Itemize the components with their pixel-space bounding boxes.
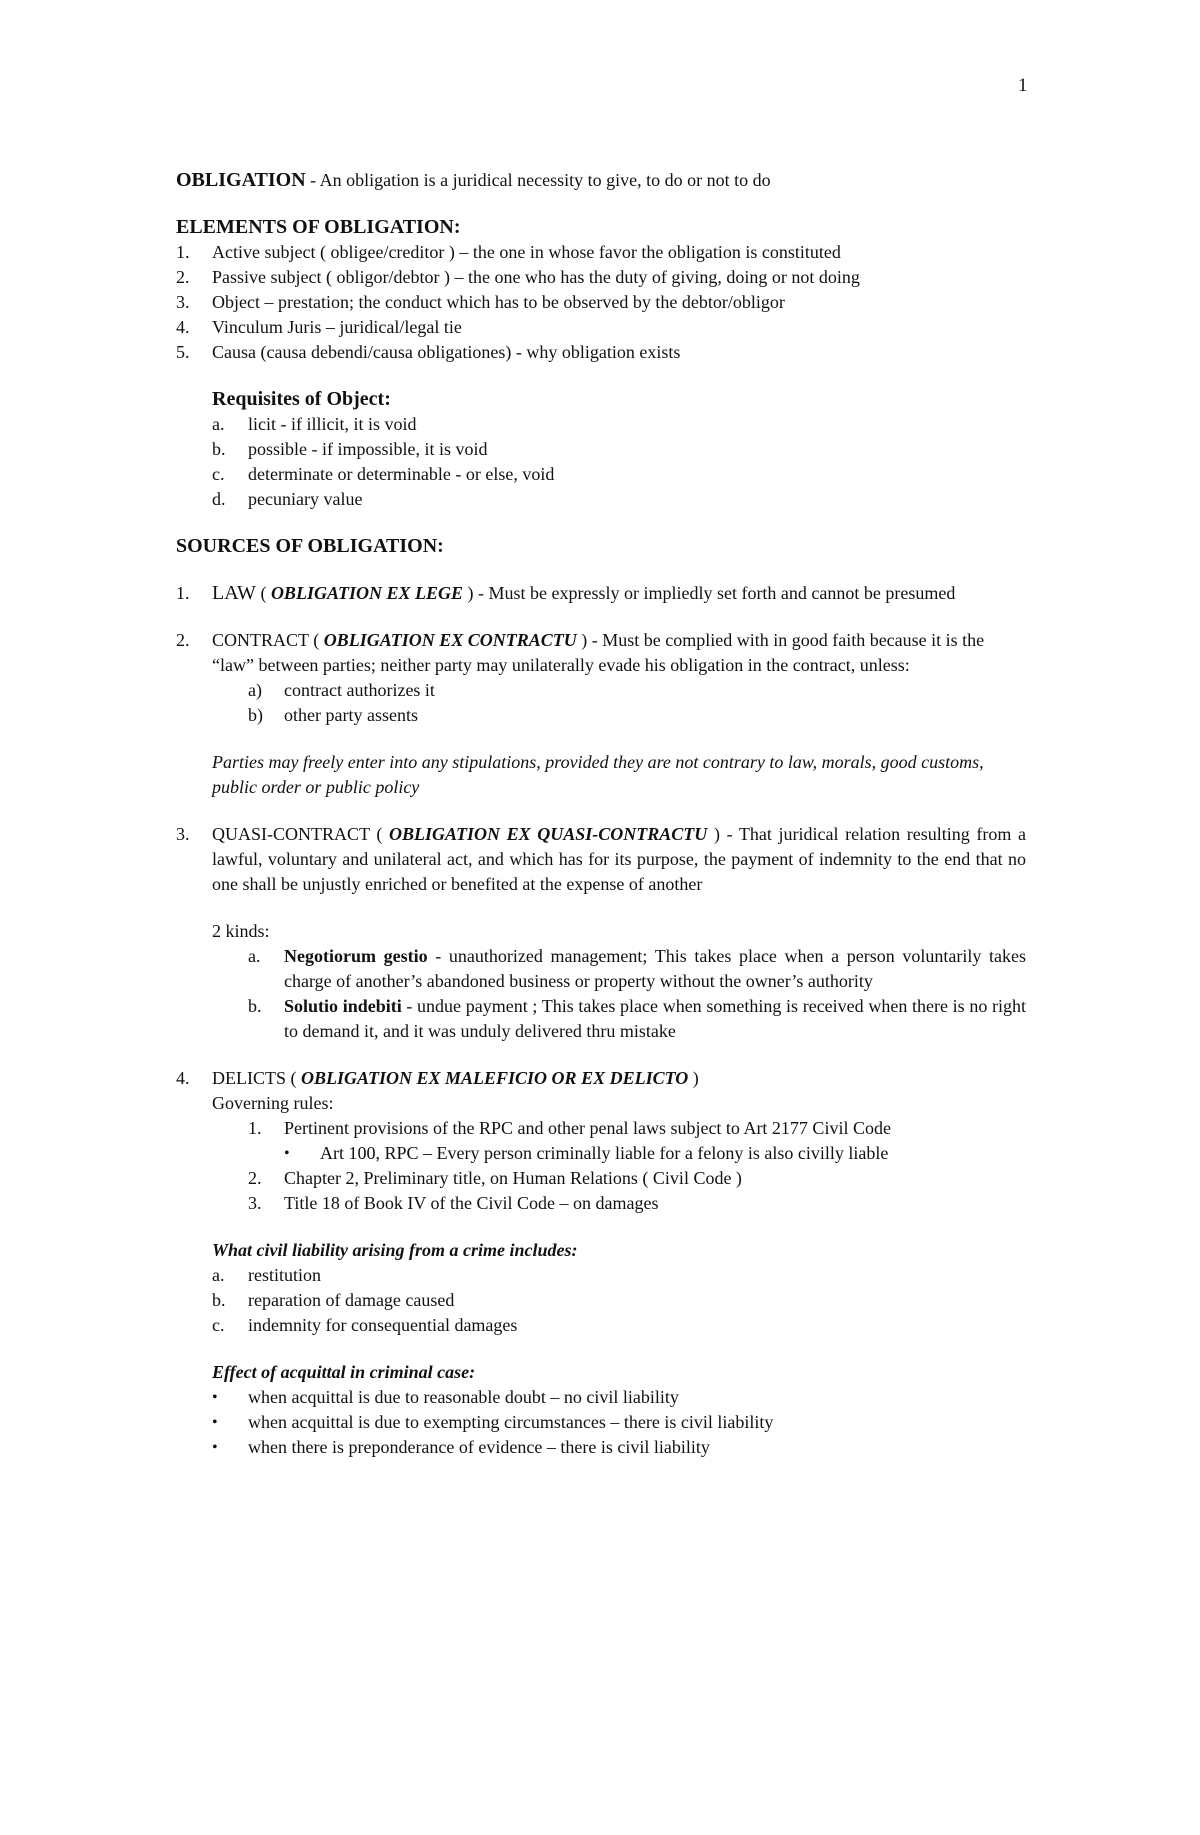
acquittal-heading: Effect of acquittal in criminal case:	[212, 1362, 476, 1382]
list-item: c. determinate or determinable - or else, void	[212, 464, 555, 484]
contract-subitems	[212, 678, 1026, 728]
list-item: b. Solutio indebiti - undue payment ; This takes place when something is received when there is no right to demand it, and it was unduly delivered thru mistake	[248, 996, 1026, 1041]
list-item: b) other party assents	[248, 705, 418, 725]
source-quasi-latin: OBLIGATION EX QUASI-CONTRACTU	[388, 824, 708, 844]
list-item: c. indemnity for consequential damages	[212, 1315, 518, 1335]
source-law-title: LAW	[212, 582, 256, 604]
list-item: d. pecuniary value	[212, 489, 363, 509]
bullet-icon: •	[284, 1145, 290, 1162]
page-number: 1	[1018, 75, 1028, 96]
elements-heading: ELEMENTS OF OBLIGATION:	[176, 216, 461, 238]
source-contract: 2. CONTRACT ( OBLIGATION EX CONTRACTU ) - Must be complied with in good faith because it is the “law” between parties; neither party may unilaterally evade his obligation in the contract, unless:	[176, 630, 985, 675]
governing-rules	[248, 1116, 1026, 1216]
contract-note: Parties may freely enter into any stipulations, provided they are not contrary to law, morals, good customs, public order or public policy	[212, 752, 984, 797]
source-delicts: 4. DELICTS ( OBLIGATION EX MALEFICIO OR EX DELICTO )	[176, 1068, 699, 1088]
governing-label: Governing rules:	[212, 1093, 334, 1113]
quasi-kinds-label: 2 kinds:	[212, 921, 270, 941]
list-item: b. reparation of damage caused	[212, 1290, 455, 1310]
requisites-section	[212, 387, 1026, 512]
obligation-definition	[176, 168, 1026, 193]
document-body	[176, 168, 1026, 1460]
kind-term: Solutio indebiti	[284, 996, 402, 1016]
list-item: a. licit - if illicit, it is void	[212, 414, 417, 434]
obligation-term: OBLIGATION	[176, 169, 306, 191]
list-item: 5. Causa (causa debendi/causa obligationes) - why obligation exists	[176, 342, 681, 362]
bullet-icon: •	[212, 1439, 218, 1456]
list-item: • Art 100, RPC – Every person criminally liable for a felony is also civilly liable	[284, 1141, 1026, 1166]
list-item: a. restitution	[212, 1265, 321, 1285]
list-item: 2. Passive subject ( obligor/debtor ) – the one who has the duty of giving, doing or not doing	[176, 267, 860, 287]
source-quasi-contract: 3. QUASI-CONTRACT ( OBLIGATION EX QUASI-CONTRACTU ) - That juridical relation resulting from a lawful, voluntary and unilateral act, and which has for its purpose, the payment of indemnity to the end that no one shall be unjustly enriched or benefited at the expense of another	[176, 824, 1027, 894]
elements-list	[176, 240, 1026, 365]
list-item: 3. Object – prestation; the conduct which has to be observed by the debtor/obligor	[176, 292, 785, 312]
source-contract-title: CONTRACT	[212, 630, 309, 650]
list-item: 2. Chapter 2, Preliminary title, on Human Relations ( Civil Code )	[248, 1168, 742, 1188]
bullet-icon: •	[212, 1389, 218, 1406]
source-quasi-title: QUASI-CONTRACT	[212, 824, 370, 844]
list-item: a) contract authorizes it	[248, 680, 435, 700]
source-delicts-latin: OBLIGATION EX MALEFICIO OR EX DELICTO	[301, 1068, 689, 1088]
source-delicts-title: DELICTS	[212, 1068, 286, 1088]
sources-heading: SOURCES OF OBLIGATION:	[176, 535, 444, 557]
list-item: • when acquittal is due to reasonable doubt – no civil liability	[212, 1385, 1026, 1410]
requisites-heading: Requisites of Object:	[212, 388, 391, 410]
kind-term: Negotiorum gestio	[284, 946, 428, 966]
list-item: b. possible - if impossible, it is void	[212, 439, 488, 459]
list-item: 1. Pertinent provisions of the RPC and other penal laws subject to Art 2177 Civil Code	[248, 1118, 891, 1138]
source-law-latin: OBLIGATION EX LEGE	[270, 583, 463, 603]
list-item: 1. Active subject ( obligee/creditor ) – the one in whose favor the obligation is constituted	[176, 242, 841, 262]
obligation-definition-text: - An obligation is a juridical necessity to give, to do or not to do	[305, 170, 771, 190]
bullet-icon: •	[212, 1414, 218, 1431]
delicts-body	[212, 1091, 1026, 1460]
quasi-kinds-list	[248, 944, 1026, 1044]
list-item: • when acquittal is due to exempting circumstances – there is civil liability	[212, 1410, 1026, 1435]
source-law: 1. LAW ( OBLIGATION EX LEGE ) - Must be expressly or impliedly set forth and cannot be presumed	[176, 582, 956, 604]
list-item: a. Negotiorum gestio - unauthorized management; This takes place when a person voluntarily takes charge of another’s abandoned business or property without the owner’s authority	[248, 946, 1026, 991]
list-item: • when there is preponderance of evidence – there is civil liability	[212, 1435, 1026, 1460]
source-contract-latin: OBLIGATION EX CONTRACTU	[323, 630, 577, 650]
list-item: 3. Title 18 of Book IV of the Civil Code – on damages	[248, 1193, 659, 1213]
civil-liability-heading: What civil liability arising from a crime includes:	[212, 1240, 578, 1260]
list-item: 4. Vinculum Juris – juridical/legal tie	[176, 317, 462, 337]
